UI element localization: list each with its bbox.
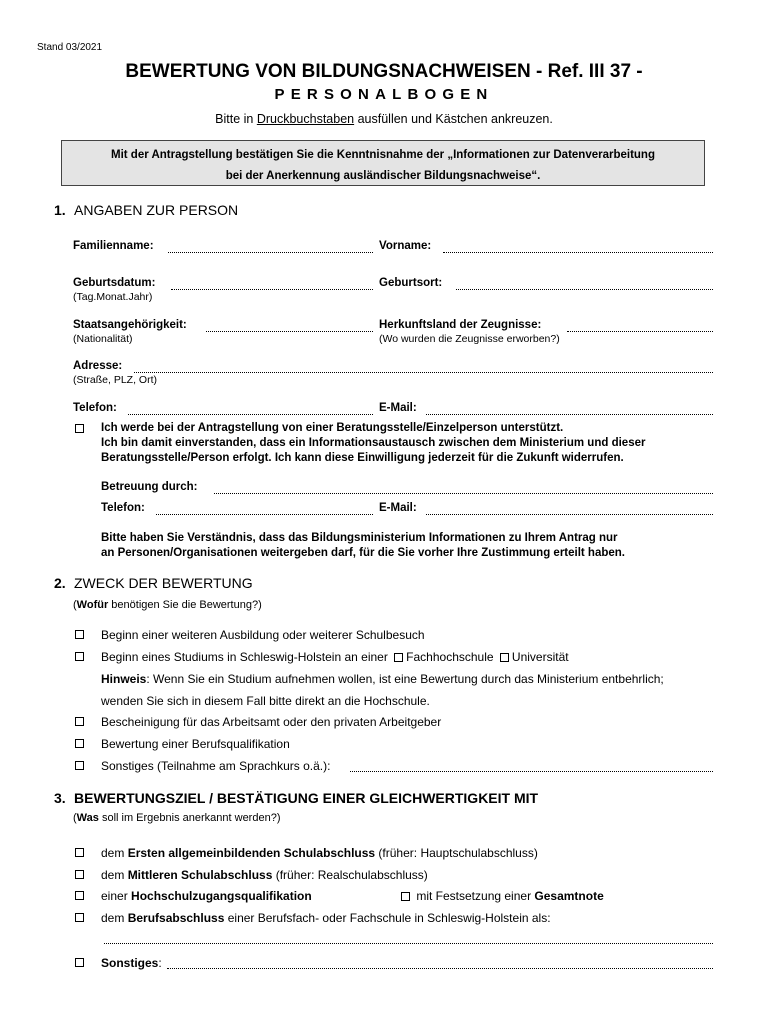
betreuung-telefon-label: Telefon:	[101, 502, 145, 514]
email-label: E-Mail:	[379, 402, 417, 414]
target-hzb-label: einer Hochschulzugangsqualifikation	[101, 889, 312, 903]
purpose-sonstiges-label: Sonstiges (Teilnahme am Sprachkurs o.ä.):	[101, 759, 331, 773]
betreuung-email-label: E-Mail:	[379, 502, 417, 514]
purpose-ausbildung-checkbox[interactable]	[75, 630, 84, 639]
herkunftsland-field[interactable]	[567, 331, 713, 332]
fachhochschule-checkbox[interactable]	[394, 653, 403, 662]
target-hzb-checkbox[interactable]	[75, 891, 84, 900]
data-sharing-notice: Bitte haben Sie Verständnis, dass das Bildungsministerium Informationen zu Ihrem Antrag nur an Personen/Organisationen weitergeben darf, für die Sie vorher Ihre Zustimmung erteilt haben.	[101, 532, 625, 559]
section-3-heading: 3. BEWERTUNGSZIEL / BESTÄTIGUNG EINER GLEICHWERTIGKEIT MIT	[54, 790, 539, 806]
target-berufsabschluss-label: dem Berufsabschluss einer Berufsfach- oder Fachschule in Schleswig-Holstein als:	[101, 911, 551, 925]
hinweis-text-line-2: wenden Sie sich in diesem Fall bitte direkt an die Hochschule.	[101, 694, 430, 708]
target-sonstiges-field[interactable]	[167, 968, 713, 969]
purpose-arbeitsamt-label: Bescheinigung für das Arbeitsamt oder den privaten Arbeitgeber	[101, 715, 442, 729]
purpose-studium-row: Beginn eines Studiums in Schleswig-Holstein an einer Fachhochschule Universität	[101, 650, 569, 664]
staatsangehoerigkeit-field[interactable]	[206, 331, 373, 332]
target-msa-label: dem Mittleren Schulabschluss (früher: Realschulabschluss)	[101, 868, 428, 882]
betreuung-email-field[interactable]	[426, 514, 713, 515]
geburtsdatum-field[interactable]	[171, 289, 373, 290]
telefon-field[interactable]	[128, 414, 373, 415]
notice-line-1: Mit der Antragstellung bestätigen Sie die Kenntnisnahme der „Informationen zur Datenverarbeitung	[111, 149, 655, 161]
vorname-label: Vorname:	[379, 240, 432, 252]
instruction: Bitte in Druckbuchstaben ausfüllen und Kästchen ankreuzen.	[215, 112, 553, 126]
form-version: Stand 03/2021	[37, 42, 103, 53]
universitaet-checkbox[interactable]	[500, 653, 509, 662]
hinweis-text: Hinweis: Wenn Sie ein Studium aufnehmen wollen, ist eine Bewertung durch das Ministerium entbehrlich;	[101, 672, 664, 686]
notice-line-2: bei der Anerkennung ausländischer Bildungsnachweise“.	[225, 170, 541, 182]
instruction-emphasis: Druckbuchstaben	[256, 112, 355, 126]
section-2-heading: 2. ZWECK DER BEWERTUNG	[54, 575, 253, 591]
target-esa-checkbox[interactable]	[75, 848, 84, 857]
target-gesamtnote-option: mit Festsetzung einer Gesamtnote	[398, 889, 604, 903]
geburtsdatum-hint: (Tag.Monat.Jahr)	[73, 291, 153, 303]
vorname-field[interactable]	[443, 252, 713, 253]
betreuung-field[interactable]	[214, 493, 713, 494]
target-sonstiges-checkbox[interactable]	[75, 958, 84, 967]
target-msa-checkbox[interactable]	[75, 870, 84, 879]
geburtsdatum-label: Geburtsdatum:	[73, 277, 156, 289]
target-berufsabschluss-field[interactable]	[104, 943, 713, 944]
consent-text: Ich werde bei der Antragstellung von einer Beratungsstelle/Einzelperson unterstützt. Ich bin damit einverstanden, dass ein Informationsaustausch zwischen dem Ministerium und dieser Beratungsstelle/Person erfolgt. Ich kann diese Einwilligung jederzeit für die Zukunft widerrufen.	[101, 422, 646, 464]
staatsangehoerigkeit-label: Staatsangehörigkeit:	[73, 319, 187, 331]
section-3-hint: (Was soll im Ergebnis anerkannt werden?)	[73, 812, 281, 824]
form-title: BEWERTUNG VON BILDUNGSNACHWEISEN - Ref. III 37 -	[125, 61, 643, 82]
target-esa-label: dem Ersten allgemeinbildenden Schulabschluss (früher: Hauptschulabschluss)	[101, 846, 538, 860]
purpose-studium-checkbox[interactable]	[75, 652, 84, 661]
purpose-sonstiges-checkbox[interactable]	[75, 761, 84, 770]
purpose-berufsqualifikation-checkbox[interactable]	[75, 739, 84, 748]
target-berufsabschluss-checkbox[interactable]	[75, 913, 84, 922]
familienname-label: Familienname:	[73, 240, 154, 252]
telefon-label: Telefon:	[73, 402, 117, 414]
purpose-berufsqualifikation-label: Bewertung einer Berufsqualifikation	[101, 737, 290, 751]
herkunftsland-label: Herkunftsland der Zeugnisse:	[379, 319, 542, 331]
herkunftsland-hint: (Wo wurden die Zeugnisse erworben?)	[379, 333, 560, 345]
target-sonstiges-label: Sonstiges:	[101, 956, 162, 970]
purpose-ausbildung-label: Beginn einer weiteren Ausbildung oder weiterer Schulbesuch	[101, 628, 425, 642]
purpose-sonstiges-field[interactable]	[350, 771, 713, 772]
adresse-label: Adresse:	[73, 360, 123, 372]
betreuung-telefon-field[interactable]	[156, 514, 373, 515]
geburtsort-field[interactable]	[456, 289, 713, 290]
section-2-hint: (Wofür benötigen Sie die Bewertung?)	[73, 599, 262, 611]
familienname-field[interactable]	[168, 252, 373, 253]
email-field[interactable]	[426, 414, 713, 415]
gesamtnote-checkbox[interactable]	[401, 892, 410, 901]
consent-checkbox[interactable]	[75, 424, 84, 433]
form-subtitle: PERSONALBOGEN	[274, 86, 494, 103]
section-1-heading: 1. ANGABEN ZUR PERSON	[54, 202, 239, 218]
adresse-field[interactable]	[134, 372, 713, 373]
staatsangehoerigkeit-hint: (Nationalität)	[73, 333, 133, 345]
purpose-arbeitsamt-checkbox[interactable]	[75, 717, 84, 726]
adresse-hint: (Straße, PLZ, Ort)	[73, 374, 158, 386]
betreuung-label: Betreuung durch:	[101, 481, 198, 493]
privacy-notice-box	[61, 140, 705, 186]
geburtsort-label: Geburtsort:	[379, 277, 443, 289]
